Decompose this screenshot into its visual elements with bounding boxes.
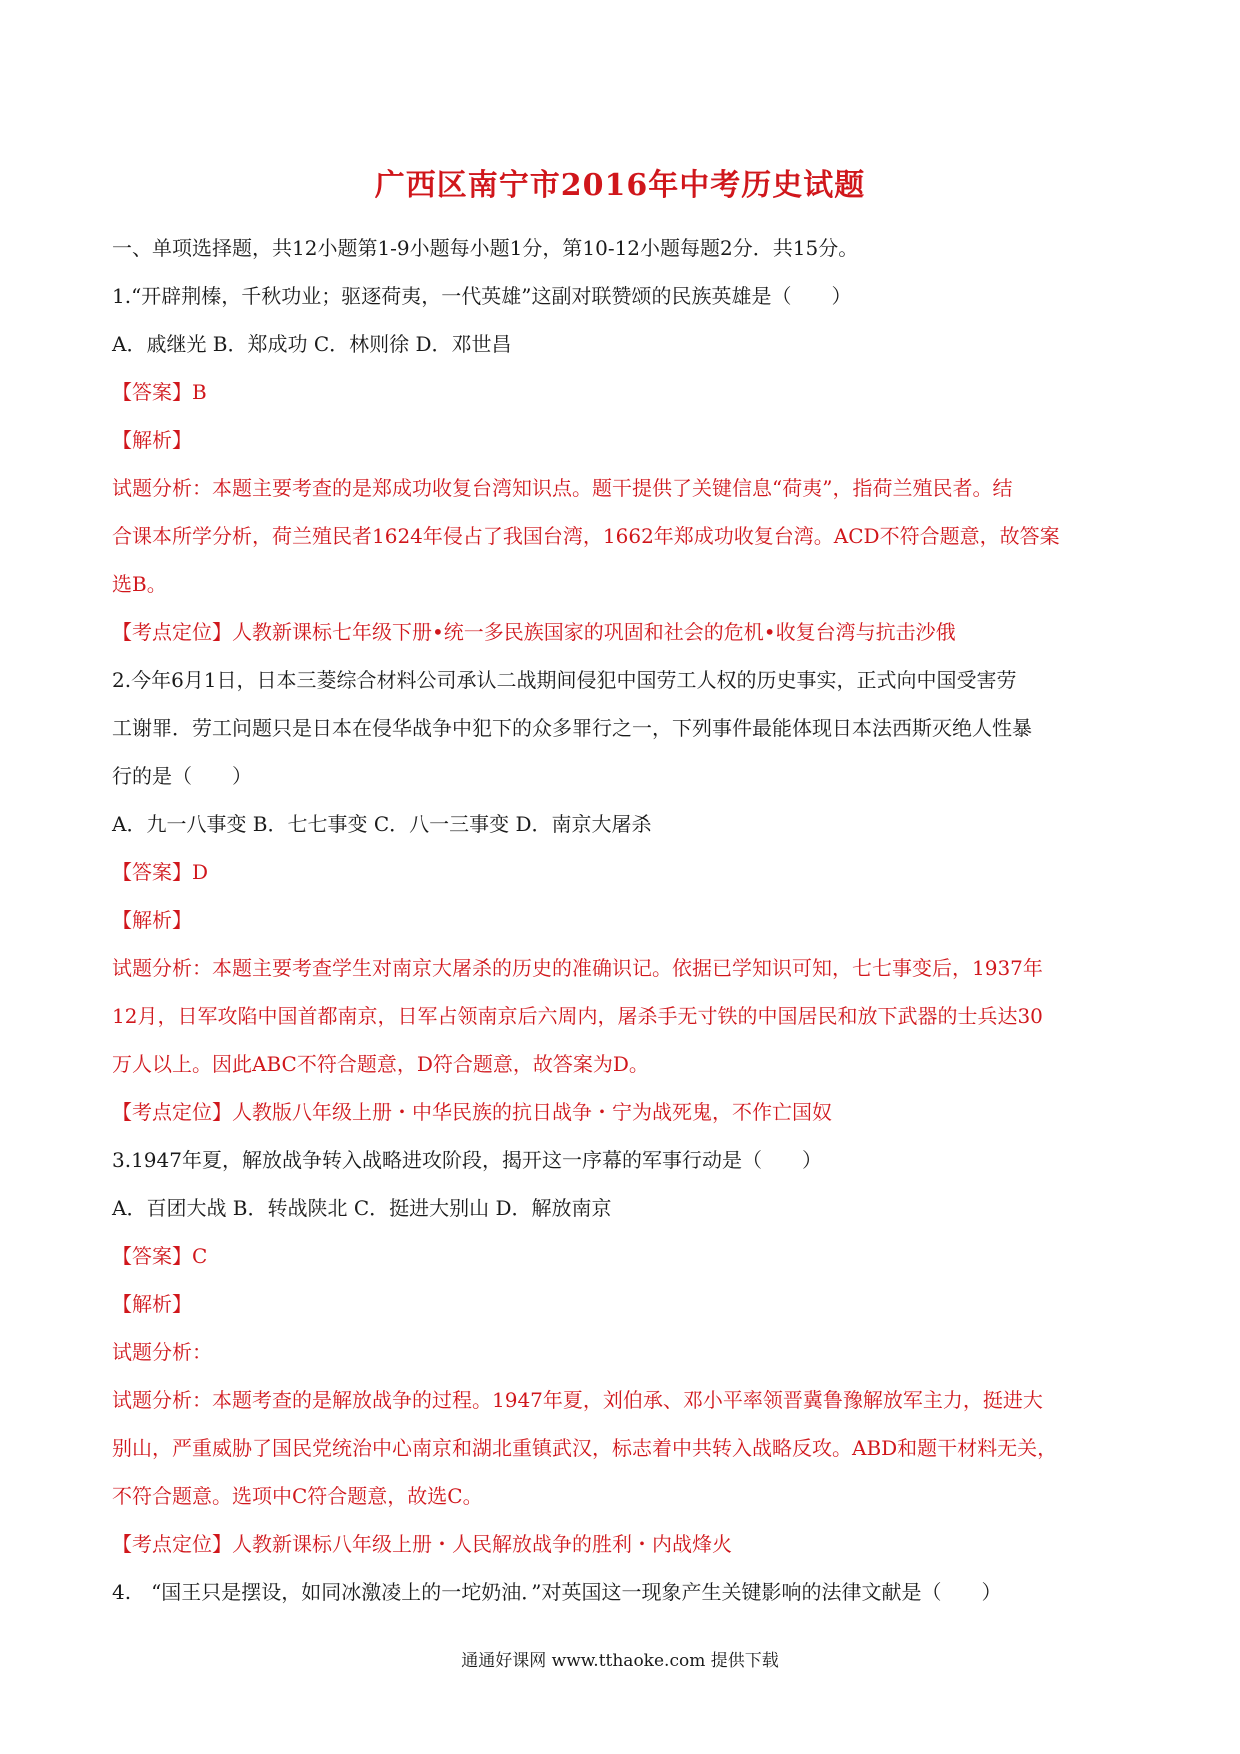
answer-value: B bbox=[192, 380, 207, 404]
question-3-analysis-intro: 试题分析： bbox=[112, 1340, 212, 1364]
answer-label: 【答案】 bbox=[112, 860, 192, 884]
question-2-analysis-line-3: 万人以上。因此ABC不符合题意，D符合题意，故答案为D。 bbox=[112, 1052, 649, 1076]
answer-value: C bbox=[192, 1244, 208, 1268]
question-2-kaodian bbox=[112, 1088, 1132, 1136]
section-heading: 一、单项选择题，共12小题第1-9小题每小题1分，第10-12小题每题2分．共15分。 bbox=[112, 236, 859, 260]
question-3-answer bbox=[112, 1232, 1132, 1280]
question-2-stem-line-1: 2.今年6月1日，日本三菱综合材料公司承认二战期间侵犯中国劳工人权的历史事实，正式向中国受害劳 bbox=[112, 668, 1017, 692]
answer-label: 【答案】 bbox=[112, 380, 192, 404]
question-3-analysis-line-1: 试题分析：本题考查的是解放战争的过程。1947年夏，刘伯承、邓小平率领晋冀鲁豫解放军主力，挺进大 bbox=[112, 1388, 1043, 1412]
question-2-stem-line-2: 工谢罪．劳工问题只是日本在侵华战争中犯下的众多罪行之一，下列事件最能体现日本法西斯灭绝人性暴 bbox=[112, 716, 1032, 740]
question-3-stem: 3.1947年夏，解放战争转入战略进攻阶段，揭开这一序幕的军事行动是（ ） bbox=[112, 1148, 822, 1172]
question-1-stem: 1.“开辟荆榛，千秋功业；驱逐荷夷，一代英雄”这副对联赞颂的民族英雄是（ ） bbox=[112, 284, 852, 308]
question-1-options: A．戚继光 B．郑成功 C．林则徐 D．邓世昌 bbox=[112, 332, 512, 356]
question-1-analysis-line-1: 试题分析：本题主要考查的是郑成功收复台湾知识点。题干提供了关键信息“荷夷”，指荷兰殖民者。结 bbox=[112, 476, 1013, 500]
page-footer: 通通好课网 www.tthaoke.com 提供下载 bbox=[461, 1651, 779, 1671]
question-1-answer bbox=[112, 368, 1132, 416]
question-4-stem: 4. “国王只是摆设，如同冰激凌上的一坨奶油．”对英国这一现象产生关键影响的法律文献是（ ） bbox=[112, 1580, 1002, 1604]
answer-label: 【答案】 bbox=[112, 1244, 192, 1268]
page-title: 广西区南宁市2016年中考历史试题 bbox=[374, 168, 866, 203]
question-1-kaodian bbox=[112, 608, 1132, 656]
question-3-analysis-line-3: 不符合题意。选项中C符合题意，故选C。 bbox=[112, 1484, 483, 1508]
question-3-kaodian bbox=[112, 1520, 1132, 1568]
question-2-analysis-label: 【解析】 bbox=[112, 908, 192, 932]
kaodian-label: 【考点定位】 bbox=[112, 1100, 232, 1124]
question-2-stem-line-3: 行的是（ ） bbox=[112, 764, 252, 788]
document-body bbox=[112, 224, 1132, 1616]
question-1-analysis-label: 【解析】 bbox=[112, 428, 192, 452]
kaodian-label: 【考点定位】 bbox=[112, 1532, 232, 1556]
question-3-analysis-line-2: 别山，严重威胁了国民党统治中心南京和湖北重镇武汉，标志着中共转入战略反攻。ABD和题干材料无关， bbox=[112, 1436, 1058, 1460]
question-2-analysis-line-1: 试题分析：本题主要考查学生对南京大屠杀的历史的准确识记。依据已学知识可知，七七事变后，1937年 bbox=[112, 956, 1043, 980]
question-2-answer bbox=[112, 848, 1132, 896]
kaodian-label: 【考点定位】 bbox=[112, 620, 232, 644]
question-2-options: A．九一八事变 B．七七事变 C．八一三事变 D．南京大屠杀 bbox=[112, 812, 652, 836]
answer-value: D bbox=[192, 860, 209, 884]
kaodian-text: 人教版八年级上册・中华民族的抗日战争・宁为战死鬼，不作亡国奴 bbox=[232, 1100, 832, 1124]
kaodian-text: 人教新课标七年级下册•统一多民族国家的巩固和社会的危机•收复台湾与抗击沙俄 bbox=[232, 620, 956, 644]
question-2-analysis-line-2: 12月，日军攻陷中国首都南京，日军占领南京后六周内，屠杀手无寸铁的中国居民和放下武器的士兵达30 bbox=[112, 1004, 1043, 1028]
question-1-analysis-line-2: 合课本所学分析，荷兰殖民者1624年侵占了我国台湾，1662年郑成功收复台湾。ACD不符合题意，故答案 bbox=[112, 524, 1060, 548]
question-3-analysis-label: 【解析】 bbox=[112, 1292, 192, 1316]
question-3-options: A．百团大战 B．转战陕北 C．挺进大别山 D．解放南京 bbox=[112, 1196, 612, 1220]
kaodian-text: 人教新课标八年级上册・人民解放战争的胜利・内战烽火 bbox=[232, 1532, 732, 1556]
question-1-analysis-line-3: 选B。 bbox=[112, 572, 167, 596]
